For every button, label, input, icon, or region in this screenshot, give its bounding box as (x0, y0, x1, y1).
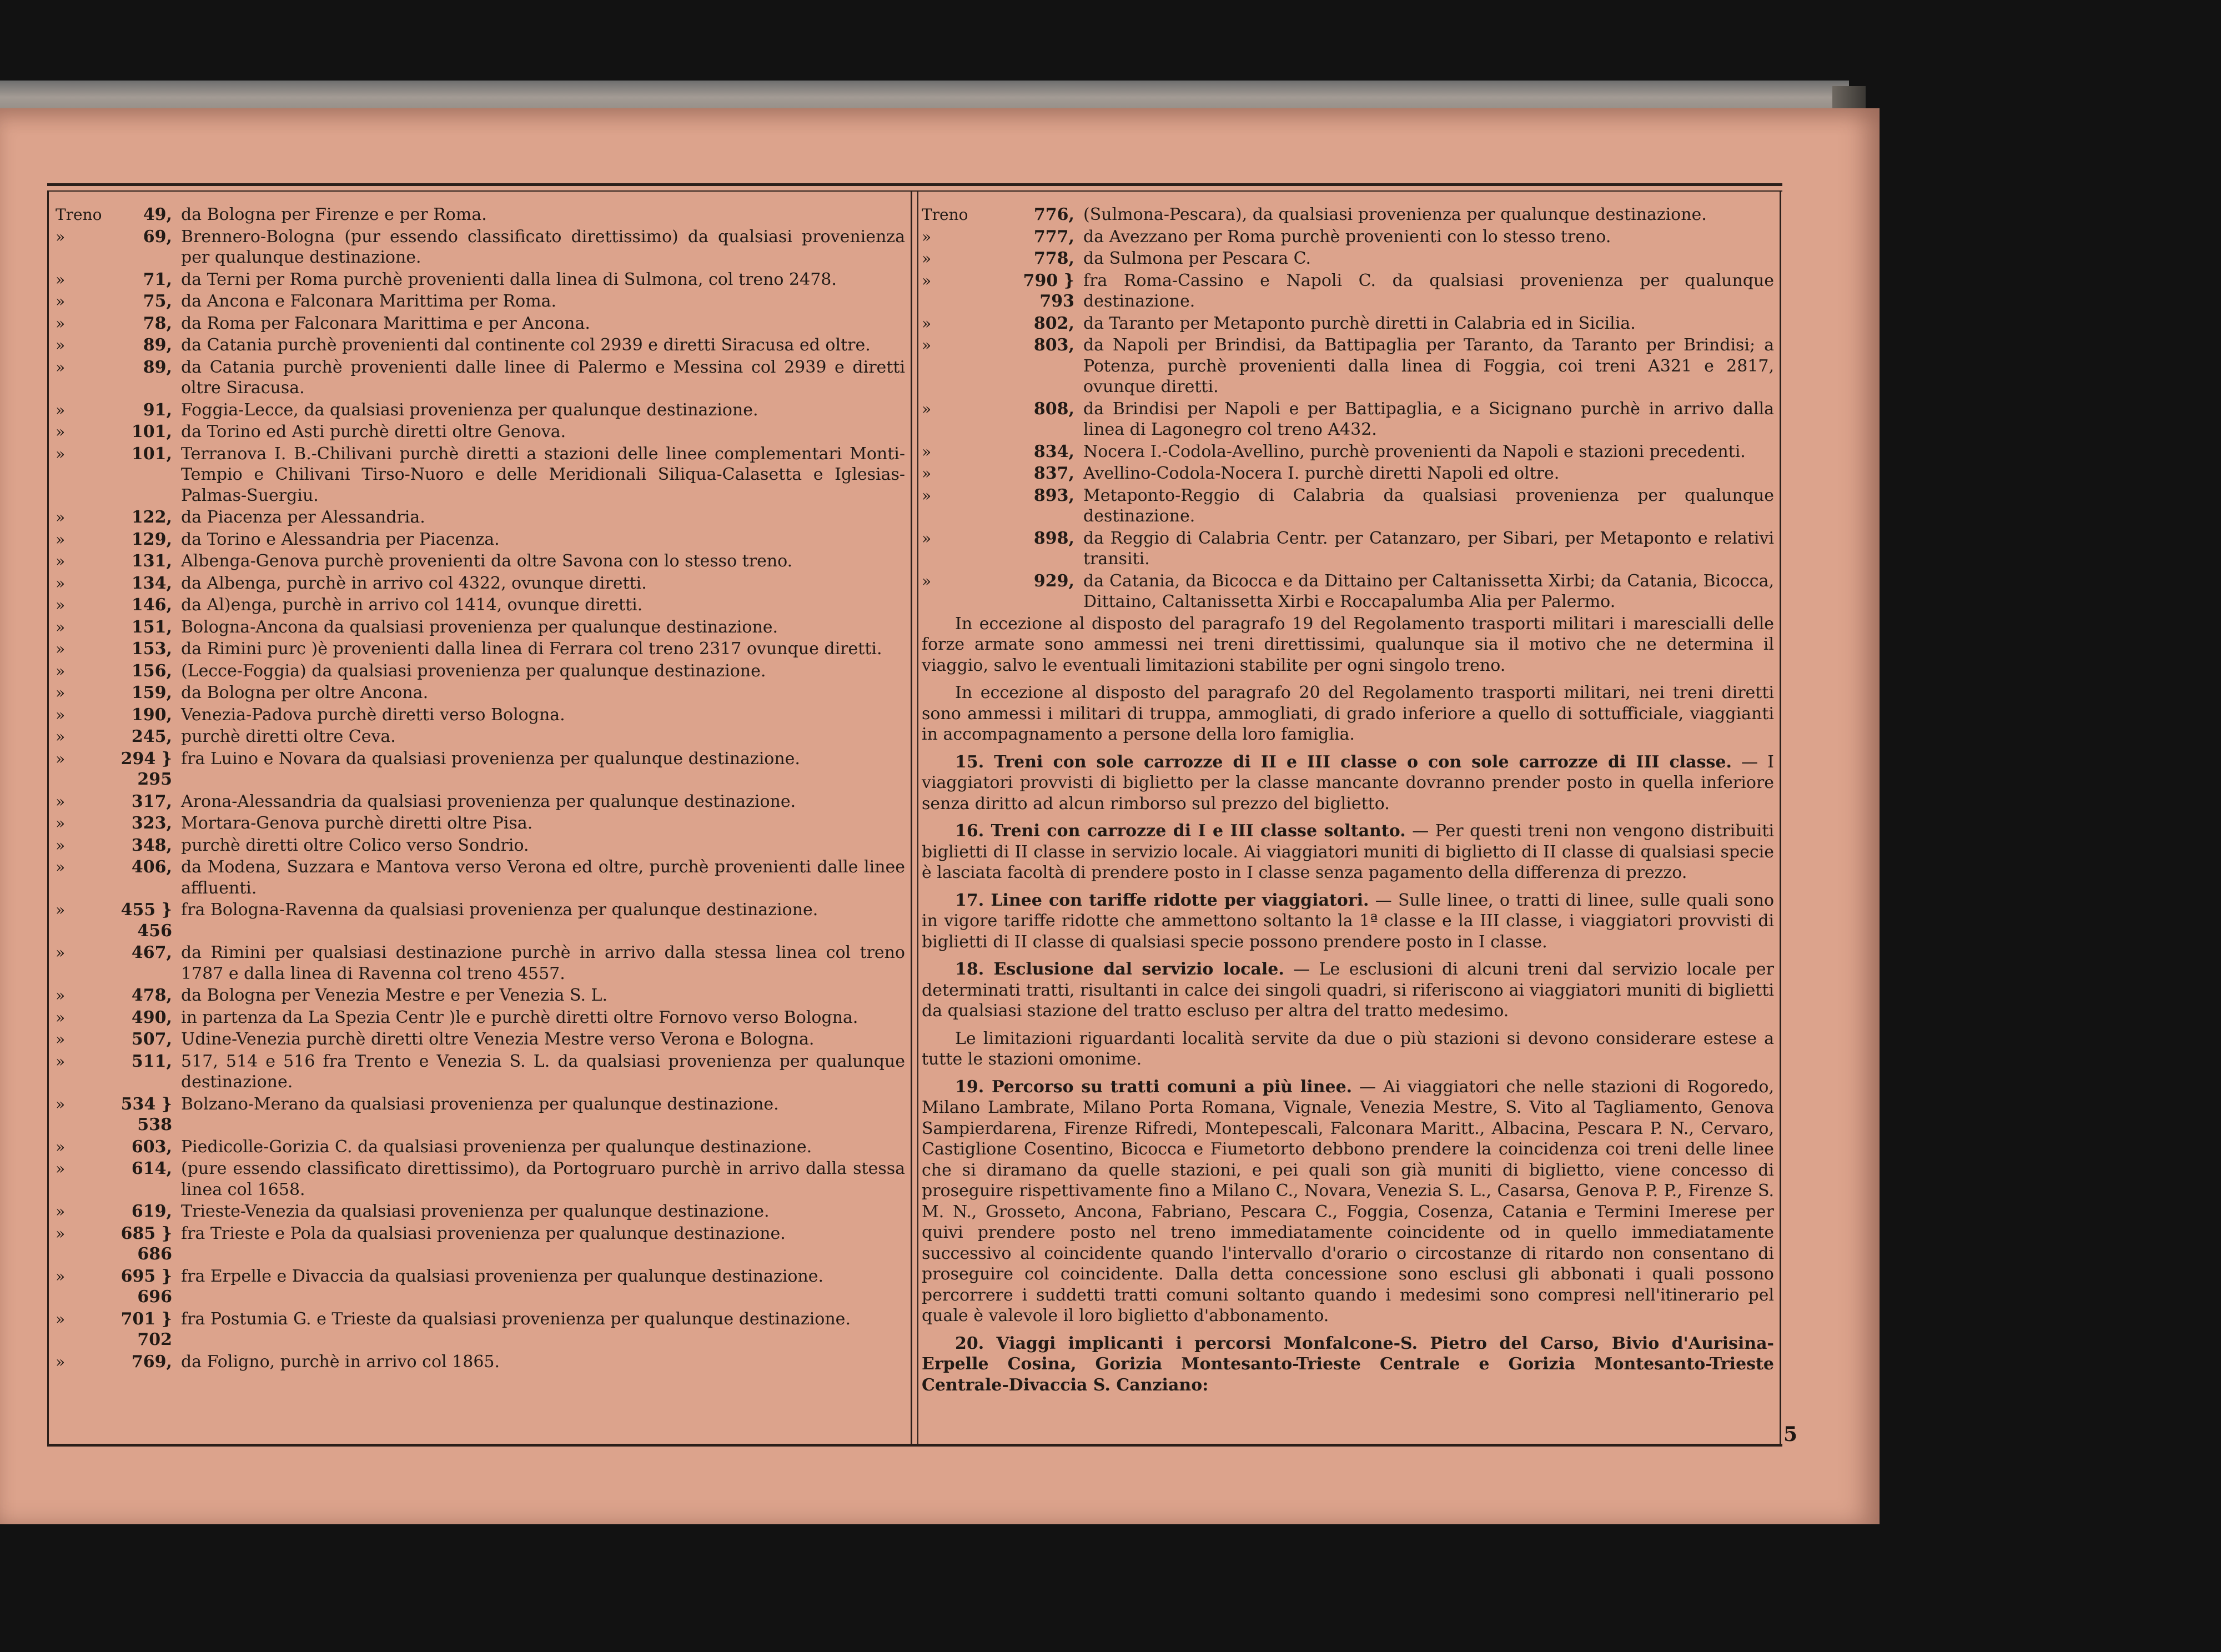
train-entry (56, 204, 905, 225)
train-number: 153, (131, 639, 172, 659)
train-entry (56, 1007, 905, 1028)
train-entry (922, 463, 1774, 484)
section-body: Le limitazioni riguardanti località servite da due o più stazioni si devono considerare estese a tutte le stazioni omonime. (922, 1028, 1774, 1069)
section-body: — Ai viaggiatori che nelle stazioni di Rogoredo, Milano Lambrate, Milano Porta Romana, Vignale, Venezia Mestre, S. Vito al Tagliamento, Genova Sampierdarena, Firenze Rifredi, Montepescali, Falconara Maritt., Albacina, Pescara P. N., Cervaro, Castiglione Cosentino, Bicocca e Fiumetorto debbono prendere la coincidenza coi treni delle linee che si diramano da quelle stazioni, e pei quali son già muniti di biglietto, viene concesso di proseguire rispettivamente fino a Milano C., Novara, Venezia S. L., Casarsa, Genova P. P., Firenze S. M. N., Grosseto, Ancona, Fabriano, Pescara C., Foggia, Cosenza, Catania e Termini Imerese per quivi prendere posto nel treno immediatamente coincidente od in quello immediatamente successivo al coincidente quando l'intervallo d'orario o circostanze di ritardo non consentano di proseguire col coincidente. Dalla detta concessione sono esclusi gli abbonati i quali possono percorrere i suddetti tratti comuni soltanto quando i medesimi sono compresi nell'itinerario pel quale è valevole il loro biglietto d'abbonamento. (922, 1077, 1775, 1325)
frame-top-rule (47, 183, 1782, 186)
section-title: 16. Treni con carrozze di I e III classe soltanto. (955, 821, 1406, 841)
train-entry (56, 835, 905, 856)
train-description: da Bologna per oltre Ancona. (181, 683, 429, 702)
train-label: » (56, 901, 66, 919)
train-entry (56, 791, 905, 812)
train-entry (56, 942, 905, 984)
train-description: Arona-Alessandria da qualsiasi provenienza per qualunque destinazione. (181, 791, 796, 811)
train-description: da Terni per Roma purchè provenienti dalla linea di Sulmona, col treno 2478. (181, 269, 837, 289)
train-description: da Torino ed Asti purchè diretti oltre Genova. (181, 422, 566, 441)
train-entry (56, 1158, 905, 1200)
train-number: 406, (131, 857, 172, 877)
train-number: 134, (131, 573, 172, 593)
train-description: (Sulmona-Pescara), da qualsiasi provenienza per qualunque destinazione. (1083, 205, 1707, 224)
train-number: 75, (143, 292, 172, 311)
train-entry (56, 1094, 905, 1136)
train-entry (56, 357, 905, 399)
train-label: » (56, 1030, 66, 1048)
train-entry (56, 595, 905, 616)
train-description: Brennero-Bologna (pur essendo classificato direttissimo) da qualsiasi provenienza per qualunque destinazione. (181, 227, 905, 267)
train-number: 323, (131, 814, 172, 833)
train-label: » (56, 270, 66, 289)
train-entry (56, 400, 905, 421)
train-entry (56, 705, 905, 726)
train-entry (56, 444, 905, 506)
train-number: 129, (131, 529, 172, 549)
train-label: » (56, 314, 66, 333)
train-number: 89, (143, 357, 172, 377)
train-label: » (56, 530, 66, 549)
train-entry (56, 291, 905, 312)
train-description: in partenza da La Spezia Centr )le e purchè diretti oltre Fornovo verso Bologna. (181, 1007, 858, 1027)
train-label: » (56, 640, 66, 658)
train-number: 834, (1033, 441, 1074, 461)
train-description: da Catania purchè provenienti dal continente col 2939 e diretti Siracusa ed oltre. (181, 335, 871, 355)
train-entry (56, 900, 905, 941)
train-entry (922, 313, 1774, 334)
train-number: 808, (1033, 399, 1074, 419)
train-entry (922, 248, 1774, 269)
train-entry (56, 749, 905, 790)
train-entry (56, 573, 905, 594)
train-entry (56, 507, 905, 528)
train-entry (922, 441, 1774, 463)
train-description: da Albenga, purchè in arrivo col 4322, ovunque diretti. (181, 573, 647, 593)
train-number: 294 } 295 (120, 749, 172, 789)
train-description: fra Erpelle e Divaccia da qualsiasi provenienza per qualunque destinazione. (181, 1266, 824, 1286)
train-number: 467, (131, 943, 172, 962)
train-number: 478, (131, 986, 172, 1005)
train-label: » (56, 508, 66, 526)
rule-section (922, 752, 1774, 815)
train-label: » (56, 749, 66, 768)
train-number: 151, (131, 617, 172, 637)
train-entry (922, 204, 1774, 225)
train-entry (56, 682, 905, 704)
train-number: 790 } 793 (1023, 270, 1074, 311)
train-number: 614, (131, 1159, 172, 1178)
train-description: da Brindisi per Napoli e per Battipaglia, e a Sicignano purchè in arrivo dalla linea di Lagonegro col treno A432. (1083, 399, 1774, 439)
train-number: 837, (1033, 464, 1074, 483)
train-description: fra Roma-Cassino e Napoli C. da qualsiasi provenienza per qualunque destinazione. (1083, 270, 1774, 311)
train-number: 685 } 686 (120, 1223, 172, 1264)
train-number: 898, (1033, 528, 1074, 548)
train-label: » (56, 444, 66, 463)
train-label: » (922, 314, 932, 333)
train-label: » (922, 336, 932, 354)
right-train-list (922, 204, 1774, 612)
train-description: da Bologna per Firenze e per Roma. (181, 205, 487, 224)
train-description: da Catania purchè provenienti dalle linee di Palermo e Messina col 2939 e diretti oltre Siracusa. (181, 357, 905, 398)
train-entry (56, 1201, 905, 1222)
exception-paragraph: In eccezione al disposto del paragrafo 20 del Regolamento trasporti militari, nei treni diretti sono ammessi i militari di truppa, ammogliati, di grado inferiore a quello di sottufficiale, viaggianti in accompagnamento a persone della loro famiglia. (922, 683, 1774, 744)
left-column (56, 204, 905, 1373)
train-entry (56, 1029, 905, 1050)
train-description: Venezia-Padova purchè diretti verso Bologna. (181, 705, 565, 725)
train-label: » (56, 727, 66, 746)
rule-section (922, 1028, 1774, 1070)
train-entry (56, 269, 905, 290)
rule-section (922, 959, 1774, 1022)
train-number: 131, (131, 551, 172, 571)
frame-bottom-rule (47, 1444, 1782, 1447)
train-description: Avellino-Codola-Nocera I. purchè diretti Napoli ed oltre. (1083, 464, 1560, 483)
train-entry (56, 661, 905, 682)
section-title: 19. Percorso su tratti comuni a più linee. (955, 1077, 1353, 1097)
train-description: fra Bologna-Ravenna da qualsiasi provenienza per qualunque destinazione. (181, 900, 818, 920)
train-description: purchè diretti oltre Ceva. (181, 727, 396, 746)
train-description: da Catania, da Bicocca e da Dittaino per Caltanissetta Xirbi; da Catania, Bicocca, Dittaino, Caltanissetta Xirbi e Roccapalumba Alia per Palermo. (1083, 571, 1774, 611)
train-description: (Lecce-Foggia) da qualsiasi provenienza per qualunque destinazione. (181, 661, 766, 681)
column-divider (911, 190, 912, 1447)
train-number: 490, (131, 1007, 172, 1027)
train-label: Treno (922, 205, 968, 224)
train-label: » (56, 1202, 66, 1221)
train-description: Albenga-Genova purchè provenienti da oltre Savona con lo stesso treno. (181, 551, 793, 571)
train-description: da Torino e Alessandria per Piacenza. (181, 529, 500, 549)
train-label: » (56, 1052, 66, 1071)
train-label: » (56, 1224, 66, 1243)
train-label: » (922, 442, 932, 461)
train-label: » (56, 1352, 66, 1371)
train-description: fra Postumia G. e Trieste da qualsiasi provenienza per qualunque destinazione. (181, 1309, 851, 1329)
train-description: da Bologna per Venezia Mestre e per Venezia S. L. (181, 986, 607, 1005)
train-label: » (56, 400, 66, 419)
rule-section (922, 890, 1774, 953)
train-entry (922, 528, 1774, 570)
train-number: 78, (143, 313, 172, 333)
train-label: » (922, 464, 932, 483)
train-description: da Foligno, purchè in arrivo col 1865. (181, 1352, 500, 1372)
train-number: 777, (1033, 227, 1074, 247)
train-description: da Avezzano per Roma purchè provenienti con lo stesso treno. (1083, 227, 1611, 247)
train-label: » (56, 292, 66, 310)
train-label: » (922, 271, 932, 290)
train-label: » (56, 661, 66, 680)
train-description: Nocera I.-Codola-Avellino, purchè provenienti da Napoli e stazioni precedenti. (1083, 441, 1746, 461)
train-number: 511, (131, 1051, 172, 1071)
train-entry (56, 1051, 905, 1093)
train-entry (56, 529, 905, 550)
train-label: » (56, 358, 66, 376)
train-description: da Rimini purc )è provenienti dalla linea di Ferrara col treno 2317 ovunque diretti. (181, 639, 882, 659)
right-column (922, 204, 1774, 1402)
section-body: — Per questi treni non vengono distribuiti biglietti di II classe in servizio locale. Ai viaggiatori muniti di biglietto di II classe di qualsiasi specie è lasciata facoltà di prendere posto in I classe senza pagamento della differenza di prezzo. (922, 821, 1774, 882)
exception-paragraph: In eccezione al disposto del paragrafo 19 del Regolamento trasporti militari i marescialli delle forze armate sono ammessi nei treni direttissimi, qualunque sia il motivo che ne determina il viaggio, salvo le eventuali limitazioni stabilite per ogni singolo treno. (922, 614, 1774, 675)
frame-top-rule-inner (47, 190, 1782, 192)
train-entry (56, 1137, 905, 1158)
train-entry (922, 335, 1774, 398)
train-number: 69, (143, 227, 172, 247)
section-title: 17. Linee con tariffe ridotte per viaggiatori. (955, 890, 1369, 910)
train-label: Treno (56, 205, 102, 224)
train-entry (56, 617, 905, 638)
train-description: da Napoli per Brindisi, da Battipaglia per Taranto, da Taranto per Brindisi; a Potenza, purchè provenienti dalla linea di Foggia, coi treni A321 e 2817, ovunque diretti. (1083, 335, 1774, 396)
rule-section (922, 1077, 1774, 1327)
train-entry (56, 985, 905, 1006)
train-label: » (56, 574, 66, 592)
train-label: » (56, 423, 66, 441)
train-label: » (56, 552, 66, 570)
train-description: Foggia-Lecce, da qualsiasi provenienza per qualunque destinazione. (181, 400, 758, 420)
train-entry (922, 399, 1774, 440)
train-number: 122, (131, 508, 172, 527)
frame-left-rule (47, 190, 49, 1447)
train-number: 101, (131, 444, 172, 464)
train-entry (922, 270, 1774, 312)
section-title: 20. Viaggi implicanti i percorsi Monfalcone-S. Pietro del Carso, Bivio d'Aurisina-Erpelle Cosina, Gorizia Montesanto-Trieste Centrale e Gorizia Montesanto-Trieste Centrale-Divaccia S. Canziano: (922, 1333, 1774, 1395)
train-description: da Roma per Falconara Marittima e per Ancona. (181, 313, 590, 333)
train-number: 91, (143, 400, 172, 420)
rule-section (922, 821, 1774, 883)
train-entry (56, 227, 905, 268)
train-label: » (56, 986, 66, 1005)
train-number: 534 } 538 (120, 1094, 172, 1134)
train-description: da Reggio di Calabria Centr. per Catanzaro, per Sibari, per Metaponto e relativi transiti. (1083, 528, 1774, 569)
train-number: 701 } 702 (120, 1309, 172, 1349)
train-entry (56, 421, 905, 443)
train-entry (922, 227, 1774, 248)
train-label: » (56, 792, 66, 811)
train-entry (922, 485, 1774, 527)
train-description: da Rimini per qualsiasi destinazione purchè in arrivo dalla stessa linea col treno 1787 e dalla linea di Ravenna col treno 4557. (181, 943, 905, 983)
section-body: — Le esclusioni di alcuni treni dal servizio locale per determinati tratti, risultanti in calce dei singoli quadri, si riferiscono ai viaggiatori muniti di biglietti da qualsiasi stazione del tratto escluso per altra del tratto medesimo. (922, 960, 1774, 1021)
train-number: 101, (131, 422, 172, 441)
rule-section (922, 1333, 1774, 1396)
train-label: » (922, 227, 932, 246)
train-entry (56, 726, 905, 747)
train-label: » (56, 943, 66, 962)
train-label: » (56, 858, 66, 876)
train-label: » (56, 705, 66, 724)
train-description: da Al)enga, purchè in arrivo col 1414, ovunque diretti. (181, 595, 643, 615)
train-label: » (56, 1094, 66, 1113)
train-description: fra Trieste e Pola da qualsiasi provenienza per qualunque destinazione. (181, 1223, 786, 1243)
train-description: da Modena, Suzzara e Mantova verso Verona ed oltre, purchè provenienti dalle linee affluenti. (181, 857, 905, 898)
train-number: 455 } 456 (120, 900, 172, 941)
train-number: 89, (143, 335, 172, 355)
train-label: » (56, 1008, 66, 1027)
train-label: » (56, 596, 66, 614)
section-body: — I viaggiatori provvisti di biglietto per la classe mancante dovranno prender posto in quella inferiore senza diritto ad alcun rimborso sul prezzo del biglietto. (922, 752, 1774, 814)
train-number: 49, (143, 205, 172, 224)
train-number: 603, (131, 1137, 172, 1157)
train-label: » (56, 227, 66, 246)
train-label: » (56, 617, 66, 636)
train-label: » (56, 684, 66, 702)
train-label: » (56, 1267, 66, 1286)
train-number: 146, (131, 595, 172, 615)
train-number: 190, (131, 705, 172, 725)
train-number: 71, (143, 269, 172, 289)
train-entry (56, 639, 905, 660)
train-description: Piedicolle-Gorizia C. da qualsiasi provenienza per qualunque destinazione. (181, 1137, 812, 1157)
train-number: 245, (131, 727, 172, 746)
train-entry (922, 571, 1774, 612)
train-number: 803, (1033, 335, 1074, 355)
train-entry (56, 551, 905, 572)
train-label: » (56, 1159, 66, 1178)
train-number: 348, (131, 835, 172, 855)
train-label: » (922, 486, 932, 505)
train-entry (56, 1352, 905, 1373)
train-entry (56, 1266, 905, 1308)
train-description: da Piacenza per Alessandria. (181, 508, 425, 527)
train-label: » (922, 529, 932, 548)
train-entry (56, 335, 905, 356)
train-description: da Taranto per Metaponto purchè diretti in Calabria ed in Sicilia. (1083, 313, 1636, 333)
train-number: 156, (131, 661, 172, 681)
train-description: Trieste-Venezia da qualsiasi provenienza per qualunque destinazione. (181, 1202, 770, 1221)
section-body: — Sulle linee, o tratti di linee, sulle quali sono in vigore tariffe ridotte che ammettono soltanto la 1ª classe e la III classe, i viaggiatori provvisti di biglietti di II classe di qualsiasi specie possono prendere posto in I classe. (922, 890, 1775, 952)
train-description: Bologna-Ancona da qualsiasi provenienza per qualunque destinazione. (181, 617, 778, 637)
rule-sections (922, 752, 1774, 1396)
train-number: 507, (131, 1030, 172, 1049)
train-description: Mortara-Genova purchè diretti oltre Pisa. (181, 814, 533, 833)
train-label: » (56, 1137, 66, 1156)
train-description: Bolzano-Merano da qualsiasi provenienza per qualunque destinazione. (181, 1094, 779, 1114)
train-description: da Sulmona per Pescara C. (1083, 249, 1312, 268)
train-entry (56, 313, 905, 334)
train-number: 776, (1033, 205, 1074, 224)
train-label: » (56, 836, 66, 855)
train-number: 893, (1033, 485, 1074, 505)
train-number: 619, (131, 1202, 172, 1221)
train-label: » (56, 814, 66, 832)
exception-paragraphs (922, 614, 1774, 745)
train-description: Metaponto-Reggio di Calabria da qualsiasi provenienza per qualunque destinazione. (1083, 485, 1774, 526)
train-label: » (922, 249, 932, 268)
train-entry (56, 1223, 905, 1265)
train-description: fra Luino e Novara da qualsiasi provenienza per qualunque destinazione. (181, 749, 800, 769)
train-number: 317, (131, 791, 172, 811)
train-number: 778, (1033, 249, 1074, 268)
train-description: da Ancona e Falconara Marittima per Roma. (181, 292, 557, 311)
train-entry (56, 857, 905, 898)
column-divider-inner (917, 190, 918, 1447)
train-number: 769, (131, 1352, 172, 1372)
section-title: 18. Esclusione dal servizio locale. (955, 960, 1284, 979)
train-label: » (56, 1309, 66, 1328)
train-description: 517, 514 e 516 fra Trento e Venezia S. L. da qualsiasi provenienza per qualunque destinazione. (181, 1051, 905, 1092)
train-entry (56, 813, 905, 834)
train-label: » (922, 399, 932, 418)
train-description: purchè diretti oltre Colico verso Sondrio. (181, 835, 529, 855)
page-number: 5 (1783, 1423, 1798, 1446)
train-description: Udine-Venezia purchè diretti oltre Venezia Mestre verso Verona e Bologna. (181, 1030, 815, 1049)
train-label: » (56, 336, 66, 354)
section-title: 15. Treni con sole carrozze di II e III classe o con sole carrozze di III classe. (955, 752, 1732, 772)
train-number: 159, (131, 683, 172, 702)
train-number: 929, (1033, 571, 1074, 591)
train-number: 802, (1033, 313, 1074, 333)
train-description: Terranova I. B.-Chilivani purchè diretti a stazioni delle linee complementari Monti-Tempio e Chilivani Tirso-Nuoro e delle Meridionali Siliqua-Calasetta e Iglesias-Palmas-Suergiu. (181, 444, 905, 505)
train-number: 695 } 696 (120, 1266, 172, 1307)
train-entry (56, 1309, 905, 1350)
train-description: (pure essendo classificato direttissimo), da Portogruaro purchè in arrivo dalla stessa linea col 1658. (181, 1159, 905, 1199)
train-label: » (922, 571, 932, 590)
frame-right-rule (1780, 190, 1781, 1447)
